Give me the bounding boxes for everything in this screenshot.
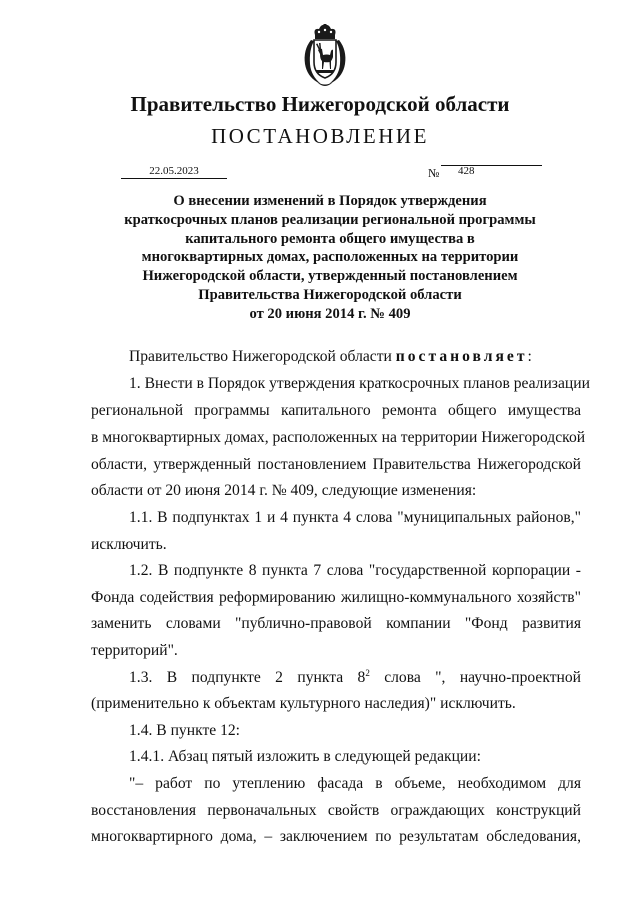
heading-line: Правительства Нижегородской области	[198, 286, 462, 303]
document-number: 428	[458, 165, 475, 177]
paragraph-line: области от 20 июня 2014 г. № 409, следующие изменения:	[91, 482, 477, 499]
heading-line: от 20 июня 2014 г. № 409	[249, 305, 411, 322]
heading-line: О внесении изменений в Порядок утверждения	[173, 193, 487, 209]
intro-suffix: :	[527, 348, 532, 365]
heading-line: капитального ремонта общего имущества в	[185, 230, 475, 247]
paragraph-line: 1. Внести в Порядок утверждения краткосрочных планов реализации	[129, 375, 590, 392]
paragraph-line: исключить.	[91, 536, 167, 553]
paragraph-line: 1.4. В пункте 12:	[129, 722, 241, 739]
document-date: 22.05.2023	[121, 165, 227, 179]
heading-line: многоквартирных домах, расположенных на территории	[141, 249, 519, 266]
paragraph-line: "– работ по утеплению фасада в объеме, необходимом для	[129, 775, 581, 792]
document-heading	[95, 192, 565, 324]
paragraph-line: Фонда содействия реформированию жилищно-коммунального хозяйств"	[91, 589, 581, 606]
paragraph-line: 1.1. В подпунктах 1 и 4 пункта 4 слова "муниципальных районов,"	[129, 509, 581, 526]
document-type: ПОСТАНОВЛЕНИЕ	[211, 124, 429, 148]
p13-text-b: слова ", научно-проектной	[369, 669, 581, 686]
paragraph-line: (применительно к объектам культурного наследия)" исключить.	[91, 695, 516, 712]
paragraph-line: заменить словами "публично-правовой компании "Фонд развития	[91, 615, 581, 632]
paragraph-line: территорий".	[91, 642, 178, 659]
paragraph-line: в многоквартирных домах, расположенных на территории Нижегородской	[91, 429, 586, 446]
intro-line	[91, 347, 581, 367]
paragraph-line: области, утвержденный постановлением Правительства Нижегородской	[91, 456, 581, 473]
paragraph-line: многоквартирного дома, – заключением по результатам обследования,	[91, 828, 581, 845]
number-sign: №	[428, 166, 440, 180]
p13-superscript: 2	[365, 668, 370, 678]
heading-line: Нижегородской области, утвержденный постановлением	[142, 268, 518, 285]
government-name: Правительство Нижегородской области	[130, 92, 510, 116]
paragraph-line	[91, 668, 581, 688]
p13-text-a: 1.3. В подпункте 2 пункта 8	[129, 669, 366, 686]
document-number-field	[441, 165, 542, 177]
paragraph-line: 1.4.1. Абзац пятый изложить в следующей редакции:	[129, 748, 481, 765]
paragraph-line: 1.2. В подпункте 8 пункта 7 слова "государственной корпорации -	[129, 562, 581, 579]
coat-of-arms-emblem	[301, 24, 349, 90]
resolution-word: постановляет	[395, 348, 528, 365]
heading-line: краткосрочных планов реализации региональной программы	[124, 211, 536, 228]
intro-prefix: Правительство Нижегородской области	[129, 348, 396, 365]
paragraph-line: восстановления первоначальных свойств ограждающих конструкций	[91, 802, 581, 819]
paragraph-line: региональной программы капитального ремонта общего имущества	[91, 402, 581, 419]
